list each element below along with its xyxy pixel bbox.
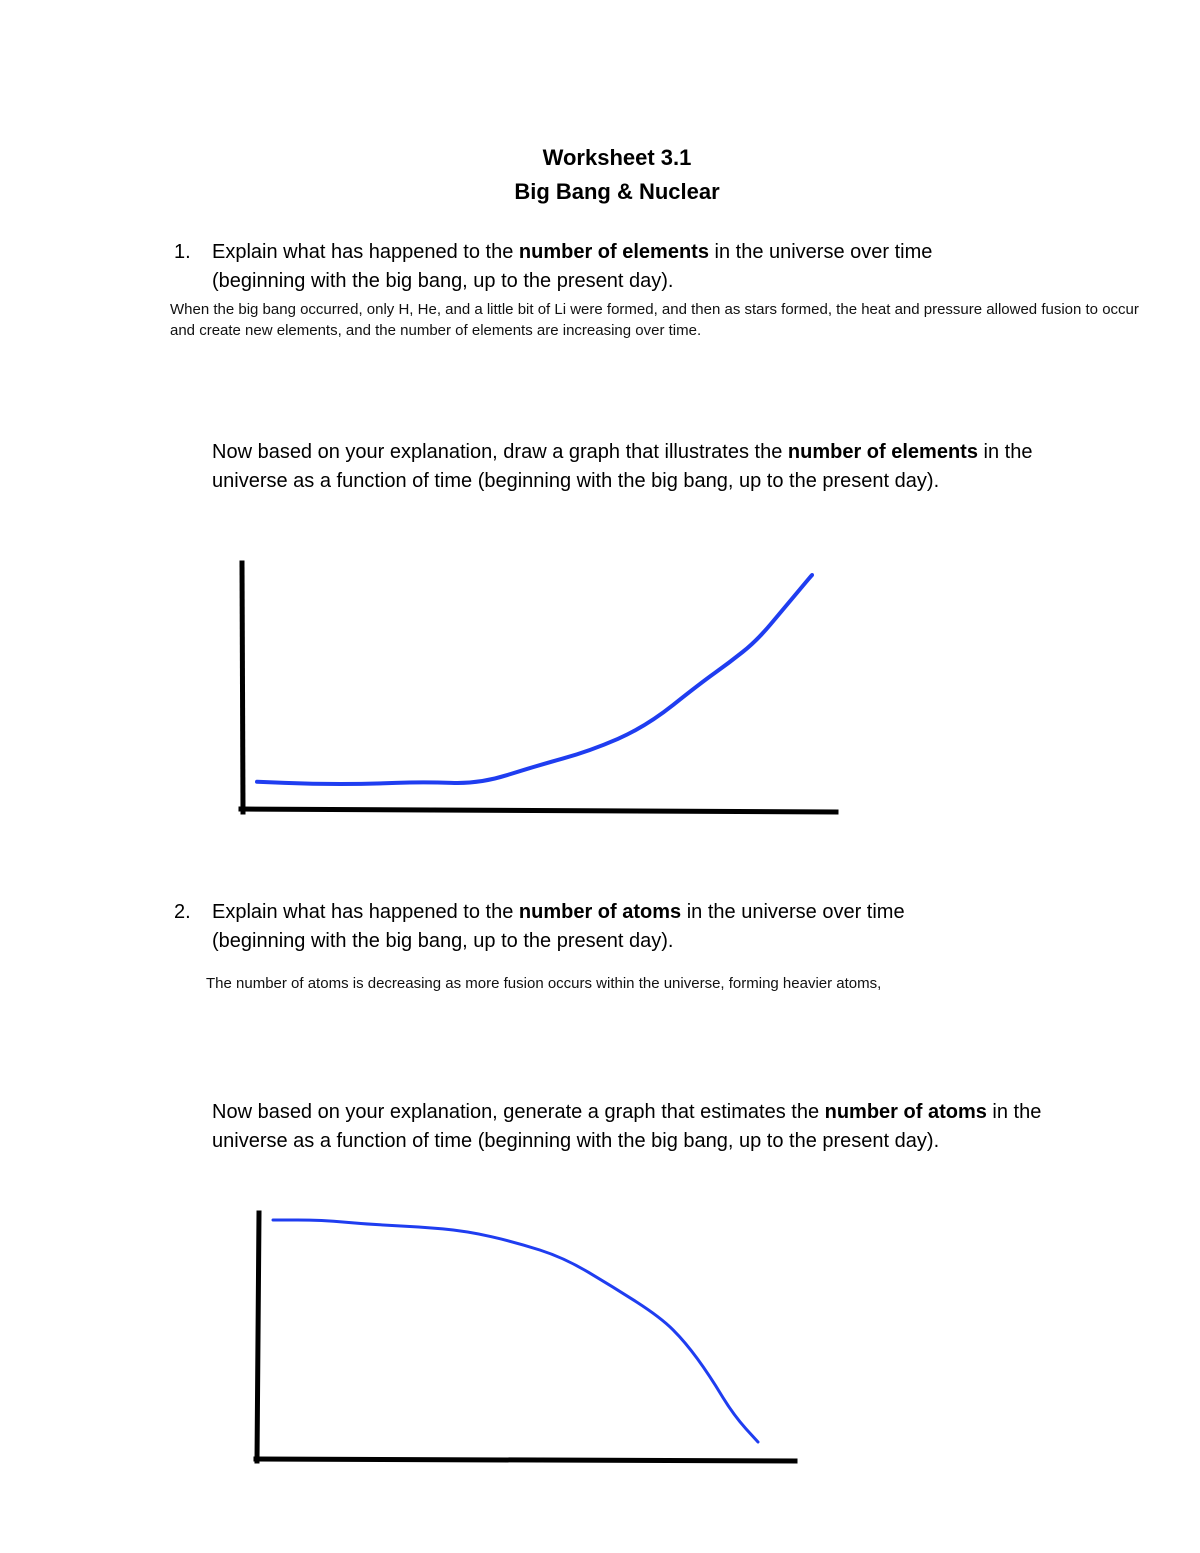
elements-graph-y-axis <box>242 563 243 812</box>
question-2-prompt-bold: number of atoms <box>824 1101 987 1123</box>
question-1-prompt-after: in the universe as a function of time (beginning with the big bang, up to the present day). <box>212 441 1033 492</box>
atoms-graph-y-axis <box>257 1213 259 1461</box>
question-1-prompt-bold: number of elements <box>787 441 978 463</box>
question-2-line2: (beginning with the big bang, up to the present day). <box>212 930 674 952</box>
question-2-prompt-after: in the universe as a function of time (beginning with the big bang, up to the present day). <box>212 1101 1042 1152</box>
question-2-number: 2. <box>174 901 191 923</box>
atoms-curve <box>273 1220 758 1442</box>
question-2-bold: number of atoms <box>518 901 682 923</box>
question-1-text-after: in the universe over time <box>708 241 933 263</box>
question-1-line2: (beginning with the big bang, up to the present day). <box>212 270 674 292</box>
elements-graph <box>241 563 836 812</box>
question-2-answer: The number of atoms is decreasing as more fusion occurs within the universe, forming heavier atoms, <box>206 975 882 992</box>
question-2-prompt-before: Now based on your explanation, generate a graph that estimates the <box>212 1101 825 1123</box>
elements-graph-x-axis <box>241 809 836 812</box>
question-1-prompt-before: Now based on your explanation, draw a graph that illustrates the <box>212 441 788 463</box>
question-1-bold: number of elements <box>518 241 709 263</box>
question-2-text-after: in the universe over time <box>681 901 905 923</box>
question-1-text-before: Explain what has happened to the <box>212 241 519 263</box>
elements-curve <box>257 575 812 784</box>
question-2-text-before: Explain what has happened to the <box>212 901 519 923</box>
worksheet-title: Worksheet 3.1 <box>542 145 692 170</box>
atoms-graph <box>256 1213 795 1461</box>
atoms-graph-x-axis <box>256 1459 795 1461</box>
question-1-answer: When the big bang occurred, only H, He, and a little bit of Li were formed, and then as stars formed, the heat and pressure allowed fusion to occur and create new elements, and the number of elements are increasing over time. <box>170 301 1139 339</box>
worksheet-subtitle: Big Bang & Nuclear <box>514 179 720 204</box>
question-1-number: 1. <box>174 241 191 263</box>
